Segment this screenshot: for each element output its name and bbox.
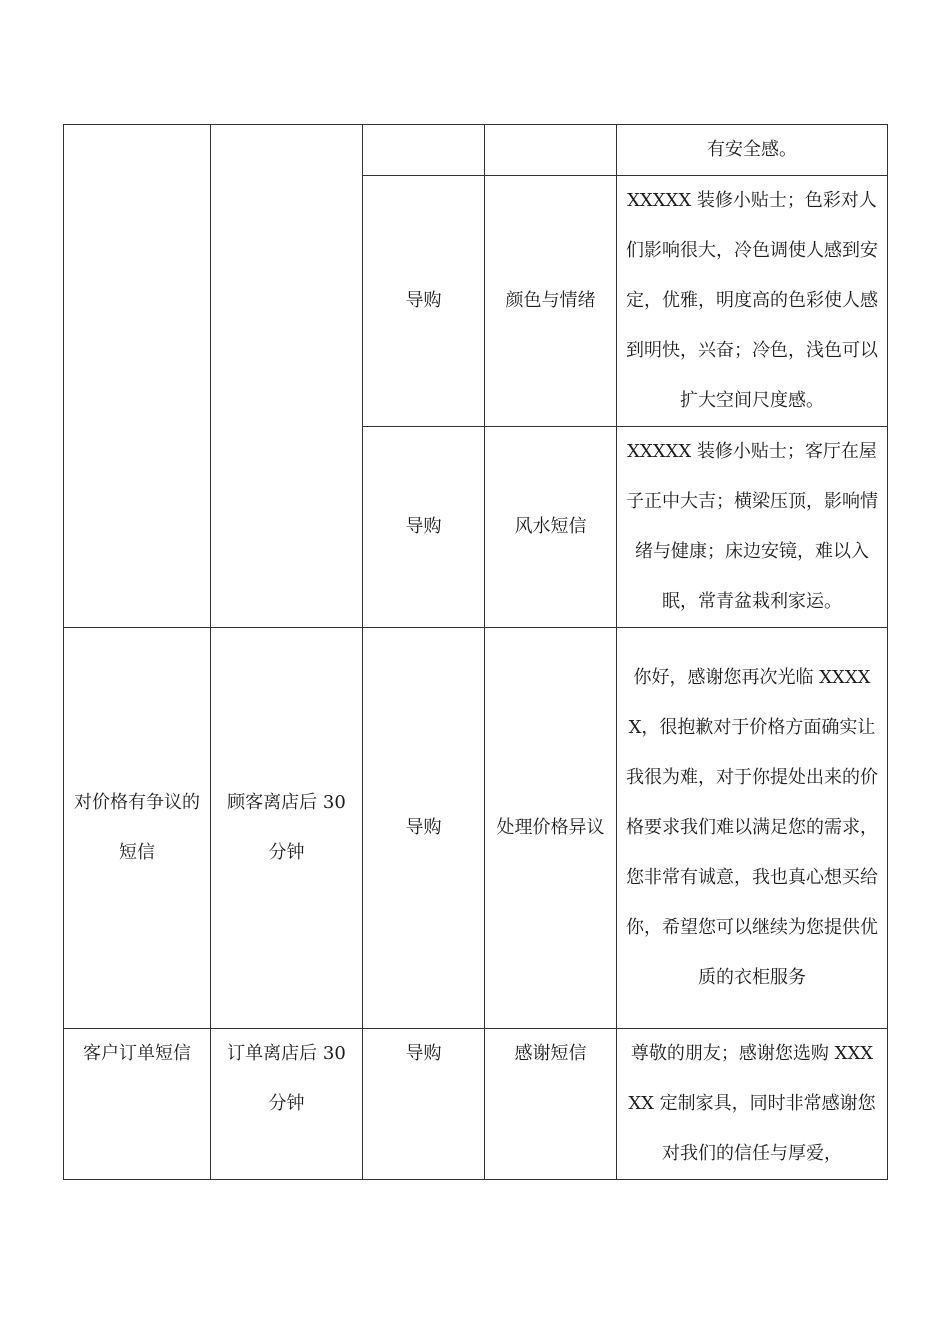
subject-cell: 风水短信 [485,427,617,628]
content-cell: XXXXX 装修小贴士；客厅在屋子正中大吉；横梁压顶，影响情绪与健康；床边安镜，难以入眠，常青盆栽利家运。 [617,427,888,628]
content-cell: 尊敬的朋友；感谢您选购 XXXXX 定制家具，同时非常感谢您对我们的信任与厚爱， [617,1029,888,1180]
content-cell: XXXXX 装修小贴士；色彩对人们影响很大，冷色调使人感到安定，优雅，明度高的色彩使人感到明快，兴奋；冷色，浅色可以扩大空间尺度感。 [617,176,888,427]
timing-cell: 订单离店后 30 分钟 [211,1029,363,1180]
sender-cell [363,125,485,176]
subject-cell: 颜色与情绪 [485,176,617,427]
subject-cell: 处理价格异议 [485,628,617,1029]
sender-cell: 导购 [363,176,485,427]
type-cell [64,125,211,628]
sender-cell: 导购 [363,628,485,1029]
sender-cell: 导购 [363,1029,485,1180]
subject-cell [485,125,617,176]
table-row [64,125,888,176]
timing-cell: 顾客离店后 30 分钟 [211,628,363,1029]
timing-cell [211,125,363,628]
type-cell: 客户订单短信 [64,1029,211,1180]
sender-cell: 导购 [363,427,485,628]
type-cell: 对价格有争议的短信 [64,628,211,1029]
subject-cell: 感谢短信 [485,1029,617,1180]
table-row [64,628,888,1029]
content-cell: 你好，感谢您再次光临 XXXXX，很抱歉对于价格方面确实让我很为难，对于你提处出来的价格要求我们难以满足您的需求，您非常有诚意，我也真心想买给你，希望您可以继续为您提供优质的衣柜服务 [617,628,888,1029]
sms-template-table [63,124,888,1180]
content-cell: 有安全感。 [617,125,888,176]
table-row [64,1029,888,1180]
